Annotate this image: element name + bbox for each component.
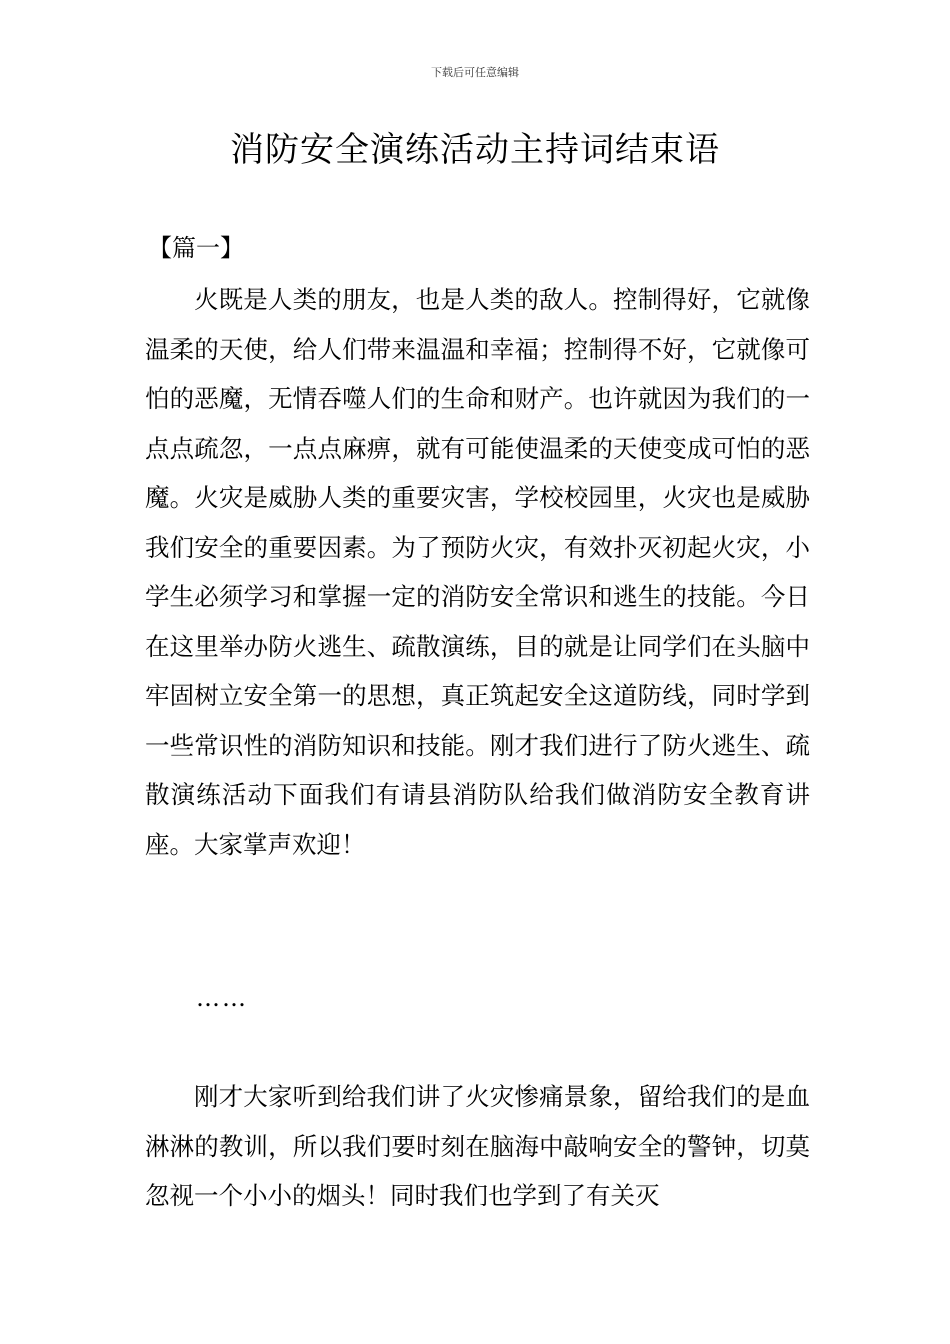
- ellipsis: ……: [196, 984, 248, 1012]
- header-note: 下载后可任意编辑: [431, 66, 519, 79]
- paragraph-2: 刚才大家听到给我们讲了火灾惨痛景象，留给我们的是血淋淋的教训，所以我们要时刻在脑海中敲响安全的警钟，切莫忽视一个小小的烟头！同时我们也学到了有关灭: [145, 1082, 810, 1210]
- paragraph-1: 火既是人类的朋友，也是人类的敌人。控制得好，它就像温柔的天使，给人们带来温温和幸福；控制得不好，它就像可怕的恶魔，无情吞噬人们的生命和财产。也许就因为我们的一点点疏忽，一点点麻痹，就有可能使温柔的天使变成可怕的恶魔。火灾是威胁人类的重要灾害，学校校园里，火灾也是威胁我们安全的重要因素。为了预防火灾，有效扑灭初起火灾，小学生必须学习和掌握一定的消防安全常识和逃生的技能。今日在这里举办防火逃生、疏散演练，目的就是让同学们在头脑中牢固树立安全第一的思想，真正筑起安全这道防线，同时学到一些常识性的消防知识和技能。刚才我们进行了防火逃生、疏散演练活动下面我们有请县消防队给我们做消防安全教育讲座。大家掌声欢迎！: [145, 285, 810, 859]
- document-title: 消防安全演练活动主持词结束语: [230, 130, 720, 170]
- section-label: 【篇一】: [148, 234, 244, 262]
